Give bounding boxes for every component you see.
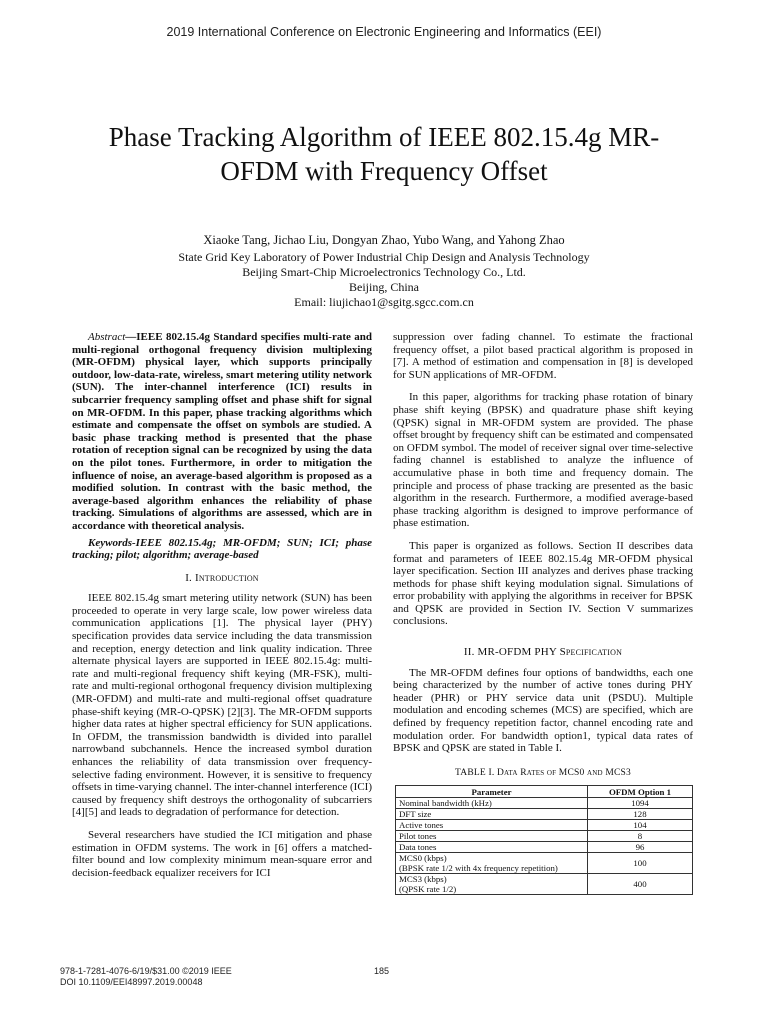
table-cell-param: Data tones (396, 842, 588, 853)
left-column (72, 331, 372, 879)
conference-header: 2019 International Conference on Electronic Engineering and Informatics (EEI) (166, 25, 602, 39)
table-cell-value: 1094 (588, 798, 693, 809)
section-1-heading: I. Introduction (185, 571, 259, 584)
author-names: Xiaoke Tang, Jichao Liu, Dongyan Zhao, Yubo Wang, and Yahong Zhao (203, 233, 565, 247)
table-cell-param: Pilot tones (396, 831, 588, 842)
table-cell-param (396, 853, 588, 874)
table-caption: TABLE I. Data Rates of MCS0 and MCS3 (455, 767, 631, 778)
abstract (72, 331, 372, 533)
footer-isbn: 978-1-7281-4076-6/19/$31.00 ©2019 IEEE (60, 966, 232, 976)
location: Beijing, China (349, 280, 419, 294)
section-2-heading: II. MR-OFDM PHY Specification (463, 646, 623, 659)
table-cell-value: 100 (588, 853, 693, 874)
intro-paragraph-1: IEEE 802.15.4g smart metering utility network (SUN) has been proceeded to operate in very large scale, low power wireless data communication applications [1]. The physical layer (PHY) specification provides data service including the data transmission and reception, energy detection and link quality indication. Three alternate physical layers are supported in IEEE 802.15.4g: multi-rate and multi-regional frequency shift keying (MR-FSK), multi-rate and multi-regional orthogonal frequency division multiplexing (MR-OFDM) and multi-rate and multi-regional offset quadrature phase-shift keying (MR-O-QPSK) [2][3]. The MR-OFDM supports higher data rates at higher spectral efficiency for SUN applications. In OFDM, the transmission bandwidth is divided into parallel narrowband subchannels. Hence the increased symbol duration enhances the reliability of data transmission over frequency-selective fading environment. However, it is sensitive to frequency offsets in time-varying channel. The inter-channel interference (ICI) caused by frequency shift destroys the orthogonality of subcarriers [4][5] and leads to degradation of performance for detection. (72, 592, 372, 819)
table-cell-param (396, 874, 588, 895)
right-column (393, 331, 693, 895)
table-cell-value: 400 (588, 874, 693, 895)
email: Email: liujichao1@sgitg.sgcc.com.cn (294, 295, 474, 309)
affiliation-1: State Grid Key Laboratory of Power Industrial Chip Design and Analysis Technology (178, 250, 590, 264)
table-cell-param: Nominal bandwidth (kHz) (396, 798, 588, 809)
keywords: Keywords-IEEE 802.15.4g; MR-OFDM; SUN; ICI; phase tracking; pilot; algorithm; average-based (72, 536, 372, 562)
table-row (396, 831, 693, 842)
footer-copyright (60, 966, 232, 988)
table-row (396, 820, 693, 831)
table-header-option: OFDM Option 1 (588, 786, 693, 798)
table-cell-param: DFT size (396, 809, 588, 820)
paper-title (60, 120, 708, 188)
table-cell-param-line-2: (QPSK rate 1/2) (399, 884, 457, 895)
table-cell-param-line-1: MCS3 (kbps) (399, 874, 447, 885)
right-paragraph-1: suppression over fading channel. To estimate the fractional frequency offset, a pilot based practical algorithm is proposed in [7]. A method of estimation and compensation in [8] is developed for SUN applications of MR-OFDM. (393, 331, 693, 381)
footer-doi: DOI 10.1109/EEI48997.2019.00048 (60, 977, 203, 987)
table-header-parameter: Parameter (396, 786, 588, 798)
right-paragraph-3: This paper is organized as follows. Section II describes data format and parameters of IEEE 802.15.4g MR-OFDM physical layer specification. Section III analyzes and derives phase tracking methods for phase shift keying modulation signal. Simulations of error probability with applying the algorithms in receiver for BPSK and QPSK are provided in Section IV. Section V summarizes conclusions. (393, 539, 693, 628)
abstract-body: —IEEE 802.15.4g Standard specifies multi-rate and multi-regional orthogonal frequency division multiplexing (MR-OFDM) physical layer, which supports principally outdoor, low-data-rate, wireless, smart metering utility network (SUN). The inter-channel interference (ICI) results in subcarrier frequency sampling offset and phase shift for signal on MR-OFDM. In this paper, phase tracking algorithms which estimate and compensate the offset on symbols are studied. A basic phase tracking method is presented that the phase rotation of reception signal can be recognized by using the data on the pilot tones. Furthermore, in order to mitigation the influence of noise, an average-based algorithm is proposed as a modified solution. In contrast with the basic method, the average-based algorithm enhances the reliability of phase tracking. Simulations of algorithms are assessed, which are in accordance with theoretical analysis. (72, 331, 372, 532)
table-row (396, 853, 693, 874)
page-number: 185 (374, 966, 390, 976)
table-row (396, 874, 693, 895)
title-line-1: Phase Tracking Algorithm of IEEE 802.15.4g MR- (108, 122, 660, 152)
table-cell-param: Active tones (396, 820, 588, 831)
table-cell-value: 96 (588, 842, 693, 853)
table-cell-value: 104 (588, 820, 693, 831)
table-cell-param-line-1: MCS0 (kbps) (399, 853, 447, 864)
affiliation-2: Beijing Smart-Chip Microelectronics Technology Co., Ltd. (242, 265, 526, 279)
table-row (396, 798, 693, 809)
table-cell-value: 8 (588, 831, 693, 842)
table-row (396, 809, 693, 820)
author-block (60, 233, 708, 310)
title-line-2: OFDM with Frequency Offset (220, 156, 548, 186)
section-2-paragraph-1: The MR-OFDM defines four options of bandwidths, each one being characterized by the number of active tones during PHY header (PHR) or PHY service data unit (PSDU). Multiple modulation and encoding schemes (MCS) are specified, which are defined by frequency repetition factor, channel encoding rate and modulation order. For bandwidth option1, typical data rates of BPSK and QPSK are stated in Table I. (393, 666, 693, 755)
table-row (396, 842, 693, 853)
table-header-row (396, 786, 693, 798)
table-cell-param-line-2: (BPSK rate 1/2 with 4x frequency repetition) (399, 863, 558, 874)
right-paragraph-2: In this paper, algorithms for tracking phase rotation of binary phase shift keying (BPSK) and quadrature phase shift keying (QPSK) signal in MR-OFDM system are provided. The phase offset brought by frequency shift can be estimated and compensated on OFDM symbol. The model of receiver signal over time-selective fading channel is established to analyze the influence of accumulative phase in both time and frequency domain. The principle and process of phase tracking are presented as the basic algorithm in the research. Furthermore, a modified average-based phase tracking algorithm is designed to improve performance of phase estimation. (393, 391, 693, 530)
table-cell-value: 128 (588, 809, 693, 820)
abstract-lead: Abstract (88, 331, 126, 343)
intro-paragraph-2: Several researchers have studied the ICI mitigation and phase estimation in OFDM systems. The work in [6] offers a matched-filter bound and low complexity minimum mean-square error and decision-feedback equalizer receivers for ICI (72, 828, 372, 879)
data-rates-table (395, 785, 693, 895)
